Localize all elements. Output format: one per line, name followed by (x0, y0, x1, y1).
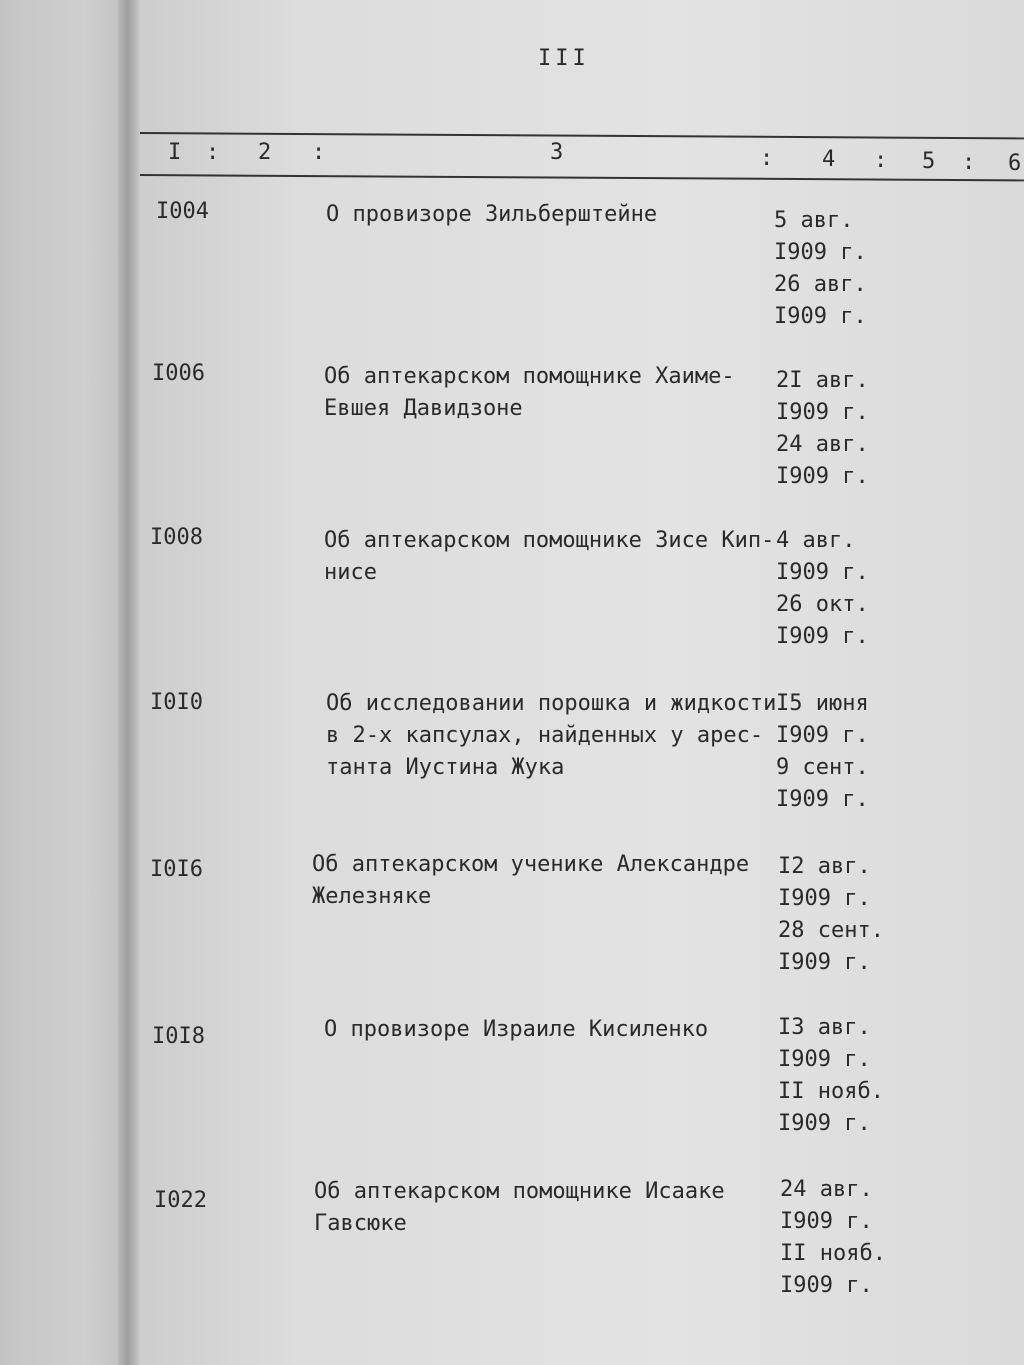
entry-number: I0I8 (152, 1024, 205, 1049)
entry-number: I006 (152, 361, 205, 386)
column-separator: : (874, 148, 888, 173)
entry-dates: 24 авг. I909 г. II нояб. I909 г. (780, 1177, 886, 1298)
column-header-3: 3 (550, 140, 564, 165)
entry-dates: 4 авг. I909 г. 26 окт. I909 г. (776, 528, 869, 649)
entry-description: Об исследовании порошка и жидкости в 2-х капсулах, найденных у арес- танта Иустина Жука (326, 691, 777, 780)
column-header-4: 4 (822, 147, 836, 172)
column-separator: : (760, 146, 774, 171)
entry-dates: I3 авг. I909 г. II нояб. I909 г. (778, 1015, 884, 1136)
entry-dates: 5 авг. I909 г. 26 авг. I909 г. (774, 208, 867, 329)
column-header-1: I (168, 140, 182, 165)
column-separator: : (206, 140, 220, 165)
entry-number: I0I6 (150, 857, 203, 882)
entry-number: I0I0 (150, 690, 203, 715)
entry-description: О провизоре Израиле Кисиленко (324, 1017, 709, 1042)
entry-number: I004 (156, 199, 209, 224)
entry-dates: I2 авг. I909 г. 28 сент. I909 г. (778, 854, 884, 975)
entry-description: Об аптекарском ученике Александре Железняке (312, 852, 750, 909)
entry-description: Об аптекарском помощнике Хаиме- Евшея Давидзоне (324, 364, 735, 421)
entry-dates: I5 июня I909 г. 9 сент. I909 г. (776, 691, 869, 812)
column-header-2: 2 (258, 140, 272, 165)
book-gutter (118, 0, 140, 1365)
column-separator: : (312, 140, 326, 165)
column-header-6: 6 (1008, 151, 1022, 176)
entry-description: Об аптекарском помощнике Исааке Гавсюке (314, 1179, 725, 1236)
page-number: III (538, 46, 590, 71)
entry-number: I022 (154, 1188, 207, 1213)
entry-description: Об аптекарском помощнике Зисе Кип- нисе (324, 528, 775, 585)
entry-description: О провизоре Зильберштейне (326, 202, 658, 227)
column-separator: : (962, 150, 976, 175)
column-header-5: 5 (922, 149, 936, 174)
entry-dates: 2I авг. I909 г. 24 авг. I909 г. (776, 368, 869, 489)
entry-number: I008 (150, 525, 203, 550)
